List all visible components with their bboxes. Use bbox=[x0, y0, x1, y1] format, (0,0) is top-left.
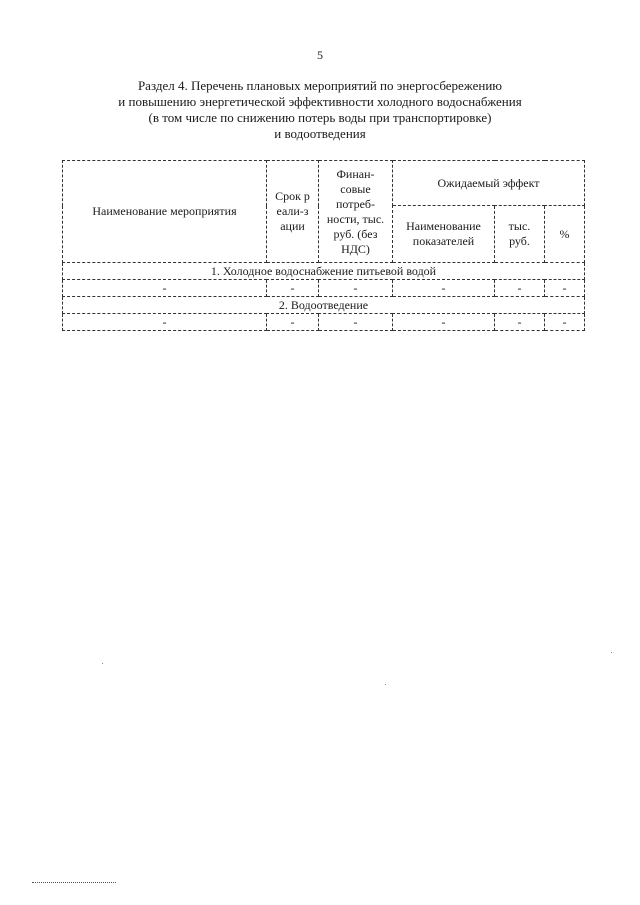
scan-speck bbox=[611, 652, 612, 653]
page-number: 5 bbox=[317, 48, 323, 62]
section-title-2: 2. Водоотведение bbox=[63, 297, 585, 314]
table-row bbox=[63, 314, 585, 331]
cell-term: - bbox=[267, 314, 319, 331]
cell-finance: - bbox=[319, 280, 393, 297]
cell-term: - bbox=[267, 280, 319, 297]
header-indicator-text: Наименование показателей bbox=[406, 219, 481, 248]
section-row-1 bbox=[63, 263, 585, 280]
header-effect: Ожидаемый эффект bbox=[393, 161, 585, 206]
footer-divider bbox=[32, 882, 116, 883]
cell-thousand-rub: - bbox=[495, 280, 545, 297]
header-term bbox=[267, 161, 319, 263]
header-finance-text: Финан-совые потреб-ности, тыс. руб. (без НДС) bbox=[326, 166, 385, 256]
header-finance bbox=[319, 161, 393, 263]
cell-thousand-rub: - bbox=[495, 314, 545, 331]
header-term-text: Срок реали-зации bbox=[275, 189, 310, 233]
header-indicator bbox=[393, 206, 495, 263]
header-thousand-rub-text: тыс. руб. bbox=[508, 219, 531, 248]
title-line-2: и повышению энергетической эффективности холодного водоснабжения bbox=[118, 94, 522, 109]
cell-indicator: - bbox=[393, 280, 495, 297]
cell-percent: - bbox=[545, 314, 585, 331]
cell-name: - bbox=[63, 280, 267, 297]
cell-finance: - bbox=[319, 314, 393, 331]
scan-speck bbox=[102, 663, 103, 664]
title-line-1: Раздел 4. Перечень плановых мероприятий по энергосбережению bbox=[137, 78, 503, 93]
table-row bbox=[63, 280, 585, 297]
section-title bbox=[60, 78, 580, 142]
cell-indicator: - bbox=[393, 314, 495, 331]
cell-percent: - bbox=[545, 280, 585, 297]
header-percent: % bbox=[545, 206, 585, 263]
scan-speck bbox=[385, 684, 386, 685]
measures-table bbox=[62, 160, 585, 331]
section-title-1: 1. Холодное водоснабжение питьевой водой bbox=[63, 263, 585, 280]
title-line-3: (в том числе по снижению потерь воды при транспортировке) bbox=[148, 110, 492, 125]
section-row-2 bbox=[63, 297, 585, 314]
cell-name: - bbox=[63, 314, 267, 331]
header-name: Наименование мероприятия bbox=[63, 161, 267, 263]
header-thousand-rub bbox=[495, 206, 545, 263]
title-line-4: и водоотведения bbox=[274, 126, 366, 141]
